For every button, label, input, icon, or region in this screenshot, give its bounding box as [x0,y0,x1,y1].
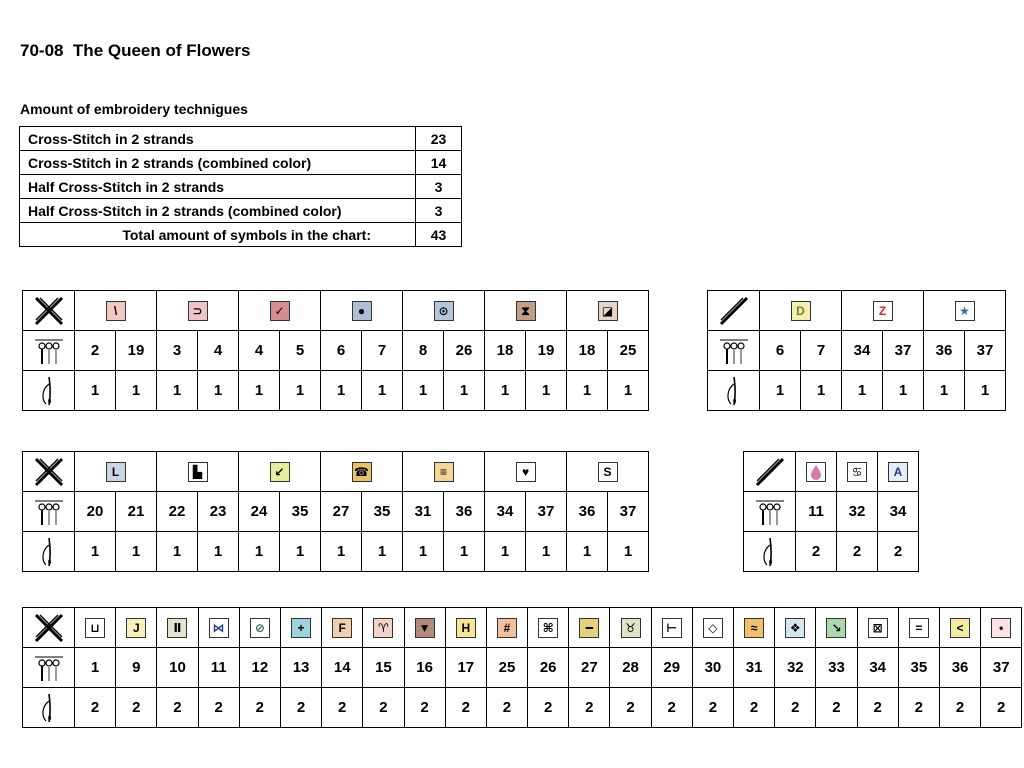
thread-row [23,331,649,371]
undefined-cell [23,608,75,648]
strand-count: 1 [362,532,403,572]
thread-number: 10 [157,648,198,688]
thread-number: 35 [280,492,321,532]
bowtie-square-symbol: ⧗ [516,301,536,321]
symbol-cell [610,608,651,648]
thread-number: 31 [403,492,444,532]
summary-value: 3 [416,199,462,223]
strand-count: 2 [486,688,527,728]
symbol-cell [198,608,239,648]
thread-number: 34 [857,648,898,688]
strand-count: 2 [198,688,239,728]
strand-count: 1 [157,532,198,572]
strand-count: 2 [610,688,651,728]
symbol-cell [445,608,486,648]
symbol-key-table [743,451,919,572]
letter-l-symbol: L [106,462,126,482]
taurus-sign-symbol: ♉ [621,618,641,638]
dot-symbol: • [991,618,1011,638]
heart-symbol: ♥ [516,462,536,482]
open-square-symbol: ⊔ [85,618,105,638]
thread-number: 36 [924,331,965,371]
symbol-row [23,608,1022,648]
strand-count: 1 [75,532,116,572]
symbol-cell [692,608,733,648]
table-row [20,151,462,175]
total-value: 43 [416,223,462,247]
strand-count: 1 [239,371,280,411]
strand-count: 2 [816,688,857,728]
thread-number: 35 [362,492,403,532]
wave-lines-symbol: ≈ [744,618,764,638]
cancer-sign-symbol: ♋ [847,462,867,482]
count-row [23,532,649,572]
thread-number: 11 [796,492,837,532]
undefined [32,618,66,635]
summary-value: 23 [416,127,462,151]
needle-icon [717,381,751,398]
strand-count: 1 [157,371,198,411]
thread-number: 5 [280,331,321,371]
table-row [20,175,462,199]
half-cross-stitch-icon-cell [708,291,760,331]
thread-strands-icon [32,502,66,519]
aries-sign-symbol: ♈ [373,618,393,638]
strand-count: 1 [280,532,321,572]
symbol-key-table [22,451,649,572]
step-block-symbol: ▙ [188,462,208,482]
strand-count: 2 [239,688,280,728]
thread-number: 33 [816,648,857,688]
thread-number: 34 [842,331,883,371]
symbol-row [23,291,649,331]
symbol-cell [878,452,919,492]
symbol-cell [157,291,239,331]
needle-icon [753,542,787,559]
symbol-cell [363,608,404,648]
symbol-cell [796,452,837,492]
symbol-key-table [22,607,1022,728]
thread-number: 12 [239,648,280,688]
thread-number: 4 [239,331,280,371]
undefined-cell [23,452,75,492]
needle-icon-cell [744,532,796,572]
strand-count: 2 [775,688,816,728]
thread-number: 7 [801,331,842,371]
thread-number: 34 [878,492,919,532]
strand-count: 1 [526,532,567,572]
strand-count: 1 [526,371,567,411]
thread-number: 20 [75,492,116,532]
thread-number: 11 [198,648,239,688]
symbol-cell [403,291,485,331]
thread-number: 7 [362,331,403,371]
thread-number: 36 [567,492,608,532]
thread-strands-icon [753,502,787,519]
telephone-symbol: ☎ [352,462,372,482]
strand-count: 2 [528,688,569,728]
thread-number: 27 [321,492,362,532]
symbol-cell [404,608,445,648]
thread-number: 17 [445,648,486,688]
strand-count: 2 [569,688,610,728]
thread-strands-icon [717,341,751,358]
half-cross-stitch-icon [753,462,787,479]
count-row [23,371,649,411]
table-row [20,127,462,151]
strand-count: 1 [239,532,280,572]
symbol-cell [837,452,878,492]
summary-value: 14 [416,151,462,175]
crossed-circle-symbol: ⊘ [250,618,270,638]
thread-strands-icon-cell [708,331,760,371]
needle-icon [32,381,66,398]
thread-number: 28 [610,648,651,688]
needle-icon [32,542,66,559]
symbol-cell [775,608,816,648]
strand-count: 1 [403,371,444,411]
diagonal-square-symbol: ◪ [598,301,618,321]
thread-number: 26 [444,331,485,371]
arrow-corner-symbol: ↘ [826,618,846,638]
symbol-cell [321,291,403,331]
page-title: 70-08 The Queen of Flowers [20,41,251,60]
thread-number: 13 [280,648,321,688]
thread-number: 9 [116,648,157,688]
thread-number: 18 [567,331,608,371]
four-diamonds-symbol: ❖ [785,618,805,638]
thread-number: 15 [363,648,404,688]
thread-number: 6 [760,331,801,371]
symbol-cell [75,452,157,492]
looped-square-symbol: ⌘ [538,618,558,638]
summary-label: Cross-Stitch in 2 strands [20,127,416,151]
thread-number: 27 [569,648,610,688]
symbol-cell [567,452,649,492]
thread-number: 34 [485,492,526,532]
table-row [20,199,462,223]
strand-count: 1 [444,532,485,572]
summary-heading: Amount of embroidery technigues [20,101,248,117]
symbol-cell [280,608,321,648]
symbol-cell [157,452,239,492]
strand-count: 1 [280,371,321,411]
thread-number: 31 [734,648,775,688]
filled-circle-symbol: ● [352,301,372,321]
strand-count: 2 [116,688,157,728]
symbol-cell [760,291,842,331]
bowtie-symbol: ⋈ [209,618,229,638]
thread-number: 4 [198,331,239,371]
summary-label: Cross-Stitch in 2 strands (combined color) [20,151,416,175]
strand-count: 2 [445,688,486,728]
thread-strands-icon-cell [23,331,75,371]
strand-count: 1 [116,532,157,572]
symbol-cell [816,608,857,648]
thread-number: 2 [75,331,116,371]
strand-count: 1 [485,371,526,411]
roman-two-symbol: Ⅱ [167,618,187,638]
strand-count: 2 [898,688,939,728]
undefined-cell [23,291,75,331]
symbol-cell [403,452,485,492]
half-cross-stitch-icon [717,301,751,318]
symbol-cell [842,291,924,331]
thread-number: 32 [775,648,816,688]
needle-icon [32,698,66,715]
strand-count: 1 [567,532,608,572]
total-row [20,223,462,247]
symbol-key-table [22,290,649,411]
half-cross-stitch-icon-cell [744,452,796,492]
thread-strands-icon [32,658,66,675]
strand-count: 1 [321,371,362,411]
count-row [23,688,1022,728]
strand-count: 2 [651,688,692,728]
t-bar-symbol: ⊢ [662,618,682,638]
strand-count: 1 [75,371,116,411]
symbol-cell [898,608,939,648]
thread-number: 36 [939,648,980,688]
letter-a-symbol: A [888,462,908,482]
thread-number: 36 [444,492,485,532]
strand-count: 2 [939,688,980,728]
strand-count: 1 [485,532,526,572]
thread-row [23,492,649,532]
thread-number: 24 [239,492,280,532]
strand-count: 1 [965,371,1006,411]
strand-count: 1 [444,371,485,411]
backslash-symbol: \ [106,301,126,321]
strand-count: 2 [157,688,198,728]
thread-number: 22 [157,492,198,532]
total-label: Total amount of symbols in the chart: [20,223,416,247]
boxed-x-symbol: ⊠ [868,618,888,638]
letter-f-symbol: F [332,618,352,638]
thread-number: 1 [75,648,116,688]
symbol-row [708,291,1006,331]
symbol-cell [239,608,280,648]
summary-label: Half Cross-Stitch in 2 strands [20,175,416,199]
thread-number: 37 [883,331,924,371]
symbol-cell [321,452,403,492]
strand-count: 2 [878,532,919,572]
thread-number: 37 [526,492,567,532]
thread-number: 3 [157,331,198,371]
dotted-circle-symbol: ⊙ [434,301,454,321]
strand-count: 1 [403,532,444,572]
needle-icon-cell [23,371,75,411]
strand-count: 1 [801,371,842,411]
strand-count: 2 [692,688,733,728]
letter-h-symbol: H [456,618,476,638]
thread-row [744,492,919,532]
symbol-row [23,452,649,492]
count-row [708,371,1006,411]
thread-number: 19 [116,331,157,371]
letter-s-symbol: S [598,462,618,482]
symbol-cell [734,608,775,648]
needle-icon-cell [708,371,760,411]
letter-d-symbol: D [791,301,811,321]
symbol-cell [486,608,527,648]
thread-number: 6 [321,331,362,371]
down-triangle-symbol: ▼ [415,618,435,638]
plus-symbol: + [291,618,311,638]
thread-number: 26 [528,648,569,688]
dash-symbol: ━ [579,618,599,638]
symbol-cell [239,452,321,492]
summary-value: 3 [416,175,462,199]
thread-number: 23 [198,492,239,532]
strand-count: 1 [116,371,157,411]
symbol-cell [939,608,980,648]
symbol-cell [857,608,898,648]
summary-label: Half Cross-Stitch in 2 strands (combined color) [20,199,416,223]
diamond-outline-symbol: ◇ [703,618,723,638]
needle-icon-cell [23,688,75,728]
symbol-cell [924,291,1006,331]
symbol-row [744,452,919,492]
strand-count: 2 [75,688,116,728]
strand-count: 1 [608,371,649,411]
strand-count: 1 [198,532,239,572]
strand-count: 1 [608,532,649,572]
symbol-cell [569,608,610,648]
needle-icon-cell [23,532,75,572]
thread-number: 37 [981,648,1022,688]
thread-number: 37 [965,331,1006,371]
strand-count: 1 [362,371,403,411]
symbol-cell [239,291,321,331]
symbol-cell [528,608,569,648]
symbol-cell [157,608,198,648]
thread-strands-icon [32,341,66,358]
arrow-down-left-symbol: ↙ [270,462,290,482]
strand-count: 2 [404,688,445,728]
thread-number: 21 [116,492,157,532]
thread-number: 14 [322,648,363,688]
thread-number: 16 [404,648,445,688]
less-than-symbol: < [950,618,970,638]
strand-count: 2 [796,532,837,572]
symbol-key-table [707,290,1006,411]
letter-z-symbol: Z [873,301,893,321]
drop-symbol [806,462,826,482]
hash-symbol: # [497,618,517,638]
thread-strands-icon-cell [23,492,75,532]
symbol-cell [75,291,157,331]
thread-number: 30 [692,648,733,688]
symbol-cell [651,608,692,648]
strand-count: 1 [883,371,924,411]
thread-number: 25 [486,648,527,688]
thread-row [708,331,1006,371]
thread-number: 32 [837,492,878,532]
symbol-cell [981,608,1022,648]
strand-count: 2 [857,688,898,728]
equals-symbol: = [909,618,929,638]
thread-number: 19 [526,331,567,371]
strand-count: 2 [363,688,404,728]
symbol-cell [116,608,157,648]
triple-stripe-symbol: ≡ [434,462,454,482]
letter-j-symbol: J [126,618,146,638]
strand-count: 1 [760,371,801,411]
strand-count: 2 [837,532,878,572]
strand-count: 1 [321,532,362,572]
thread-number: 8 [403,331,444,371]
symbol-cell [75,608,116,648]
symbol-cell [567,291,649,331]
strand-count: 2 [280,688,321,728]
star-symbol: ★ [955,301,975,321]
thread-number: 25 [608,331,649,371]
thread-row [23,648,1022,688]
undefined [32,462,66,479]
count-row [744,532,919,572]
thread-number: 29 [651,648,692,688]
thread-number: 35 [898,648,939,688]
symbol-cell [485,291,567,331]
undefined [32,301,66,318]
strand-count: 2 [734,688,775,728]
checkmark-symbol: ✓ [270,301,290,321]
symbol-cell [322,608,363,648]
strand-count: 1 [198,371,239,411]
strand-count: 1 [924,371,965,411]
thread-number: 18 [485,331,526,371]
thread-strands-icon-cell [23,648,75,688]
strand-count: 2 [322,688,363,728]
strand-count: 2 [981,688,1022,728]
thread-number: 37 [608,492,649,532]
strand-count: 1 [842,371,883,411]
thread-strands-icon-cell [744,492,796,532]
reverse-c-symbol: ⊃ [188,301,208,321]
strand-count: 1 [567,371,608,411]
symbol-cell [485,452,567,492]
technique-summary-table [19,126,462,247]
